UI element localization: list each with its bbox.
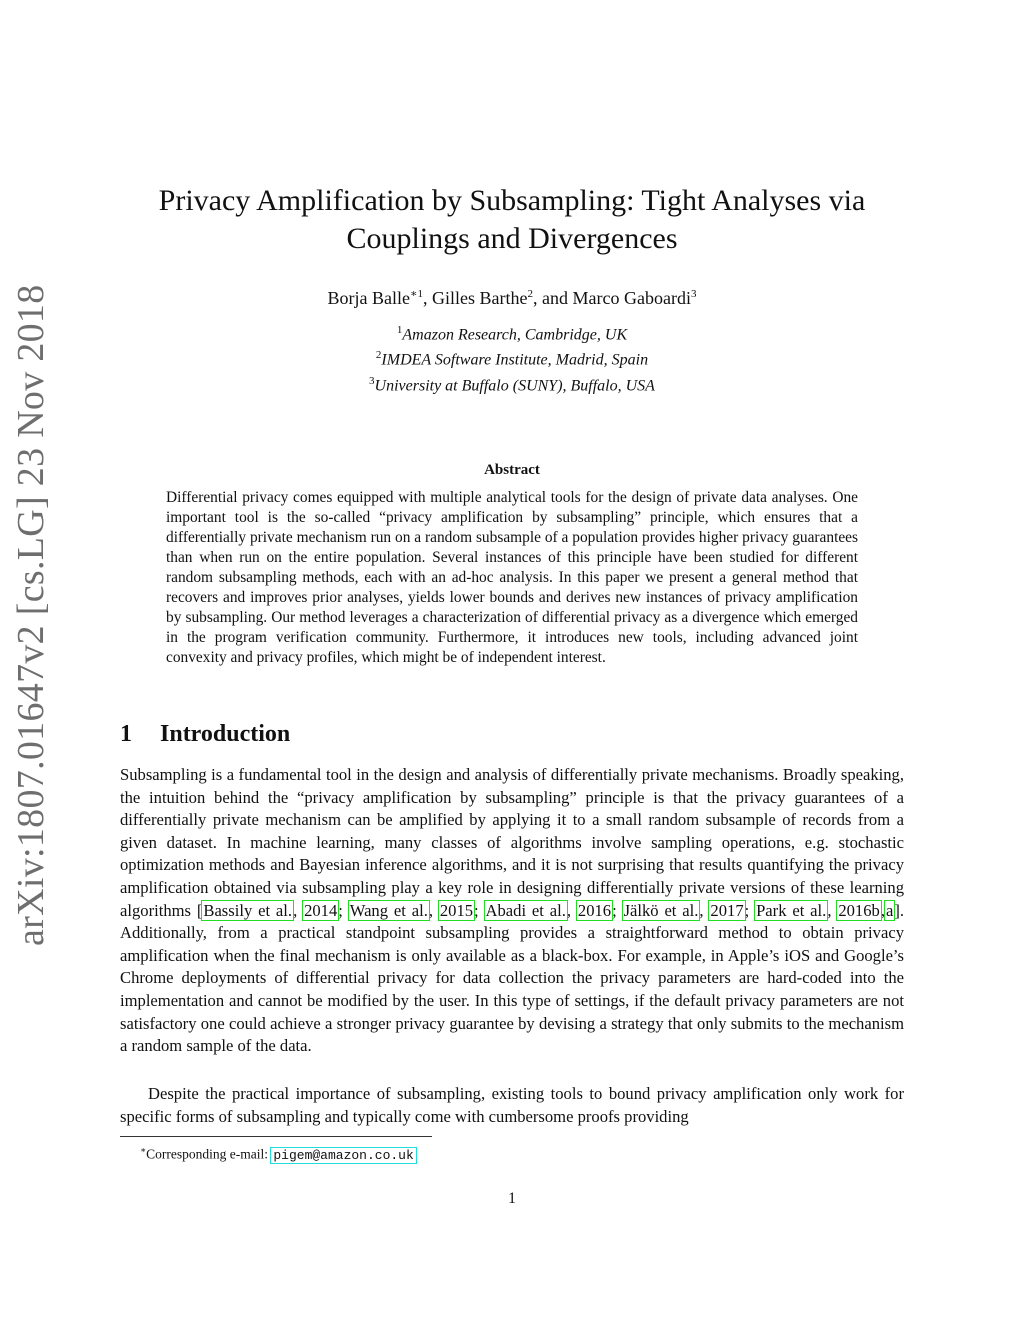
paragraph-text: Despite the practical importance of subsampling, existing tools to bound privacy amplification only work for specific forms of subsampling and typically come with cumbersome proofs providing [120, 1084, 904, 1126]
author-name: Gilles Barthe [432, 288, 528, 308]
citation-link[interactable]: 2016 [577, 900, 612, 920]
citation-link[interactable]: 2015 [439, 900, 474, 920]
intro-paragraph-1: Subsampling is a fundamental tool in the design and analysis of differentially private mechanisms. Broadly speaking, the intuition behind the “privacy amplification by subsampling” principle is that the privacy guarantees of a differentially private mechanism can be amplified by applying it to a small random subsample of records from a given dataset. In machine learning, many classes of algorithms involve sampling operations, e.g. stochastic optimization methods and Bayesian inference algorithms, and it is not surprising that results quantifying the privacy amplification obtained via subsampling play a key role in designing differentially private versions of these learning algorithms [Bassily et al., 2014; Wang et al., 2015; Abadi et al., 2016; Jälkö et al., 2017; Park et al., 2016b,a]. Additionally, from a practical standpoint subsampling provides a straightforward method to obtain privacy amplification when the final mechanism is only available as a black-box. For example, in Apple’s iOS and Google’s Chrome deployments of differential privacy for data collection the privacy parameters are hard-coded into the implementation and cannot be modified by the user. In this type of settings, if the default privacy parameters are not satisfactory one could achieve a stronger privacy guarantee by devising a strategy that only submits to the mechanism a random sample of the data. [120, 765, 905, 1056]
citation-link[interactable]: Abadi et al. [485, 900, 566, 920]
author-list [120, 281, 904, 311]
affiliation-number: 3 [369, 374, 375, 387]
section-heading [120, 719, 290, 749]
paper-title [120, 182, 904, 258]
author-mark: 2 [527, 288, 533, 300]
author-separator: , and [533, 288, 573, 308]
paragraph-text: Subsampling is a fundamental tool in the design and analysis of differentially private mechanisms. Broadly speaking, the intuition behind the “privacy amplification by subsampling” principle is that the privacy guarantees of a differentially private mechanism can be amplified by applying it to a small random subsample of records from a given dataset. In machine learning, many classes of algorithms involve sampling operations, e.g. stochastic optimization methods and Bayesian inference algorithms, and it is not surprising that results quantifying the privacy amplification obtained via subsampling play a key role in designing differentially private versions of these learning algorithms [120, 765, 904, 920]
footnote [140, 1140, 416, 1166]
author-mark: ∗1 [410, 288, 424, 300]
citation-link[interactable]: 2017 [710, 900, 744, 920]
footnote-label: Corresponding e-mail: [146, 1146, 272, 1162]
citation-link[interactable]: a [885, 900, 894, 920]
footnote-divider [120, 1136, 432, 1137]
citation-link[interactable]: Park et al. [756, 900, 827, 920]
intro-paragraph-2 [120, 1083, 904, 1128]
affiliation-number: 2 [375, 349, 382, 362]
page-number: 1 [508, 1190, 516, 1207]
affiliation [120, 345, 904, 370]
arxiv-identifier-stamp: arXiv:1807.01647v2 [cs.LG] 23 Nov 2018 [10, 284, 52, 946]
title-line-2: Couplings and Divergences [346, 222, 678, 255]
author-name: Borja Balle [327, 288, 411, 308]
affiliation [120, 320, 904, 345]
paragraph-text: Additionally, from a practical standpoint subsampling provides a straightforward method to obtain privacy amplification when the final mechanism is only available as a black-box. For example, in Apple’s iOS and Google’s Chrome deployments of differential privacy for data collection the privacy parameters are hard-coded into the implementation and cannot be modified by the user. In this type of settings, if the default privacy parameters are not satisfactory one could achieve a stronger privacy guarantee by devising a strategy that only submits to the mechanism a random sample of the data. [120, 923, 904, 1056]
citation-link[interactable]: Jälkö et al. [623, 900, 699, 920]
section-title: Introduction [160, 721, 291, 747]
title-line-1: Privacy Amplification by Subsampling: Tight Analyses via [158, 184, 866, 217]
author-name: Marco Gaboardi [572, 288, 691, 308]
author-mark: 3 [690, 288, 697, 300]
affiliation [120, 371, 904, 396]
citation-bracket: ]. [894, 900, 905, 920]
abstract-heading: Abstract [484, 462, 540, 478]
affiliation-list [120, 320, 904, 396]
citation-link[interactable]: 2016b [838, 900, 880, 920]
footnote-mark: ∗ [140, 1145, 147, 1155]
affiliation-text: Amazon Research, Cambridge, UK [402, 326, 628, 344]
author-separator: , [423, 288, 433, 308]
section-number: 1 [120, 721, 132, 747]
citation-bracket: [ [196, 900, 203, 920]
citation-link[interactable]: Bassily et al. [203, 900, 293, 920]
citation-link[interactable]: Wang et al. [349, 900, 428, 920]
email-link[interactable]: pigem@amazon.co.uk [273, 1147, 414, 1163]
abstract-text: Differential privacy comes equipped with multiple analytical tools for the design of private data analyses. One important tool is the so-called “privacy amplification by subsampling” principle, which ensures that a differentially private mechanism run on a random subsample of a population provides higher privacy guarantees than when run on the entire population. Several instances of this principle have been studied for different random subsampling methods, each with an ad-hoc analysis. In this paper we present a general method that recovers and improves prior analyses, yields lower bounds and derives new instances of privacy amplification by subsampling. Our method leverages a characterization of differential privacy as a divergence which emerged in the program verification community. Furthermore, it introduces new tools, including advanced joint convexity and privacy profiles, which might be of independent interest. [166, 489, 858, 666]
affiliation-text: University at Buffalo (SUNY), Buffalo, USA [374, 376, 655, 394]
affiliation-text: IMDEA Software Institute, Madrid, Spain [381, 351, 649, 369]
affiliation-number: 1 [396, 324, 403, 336]
citation-link[interactable]: 2014 [304, 900, 338, 920]
